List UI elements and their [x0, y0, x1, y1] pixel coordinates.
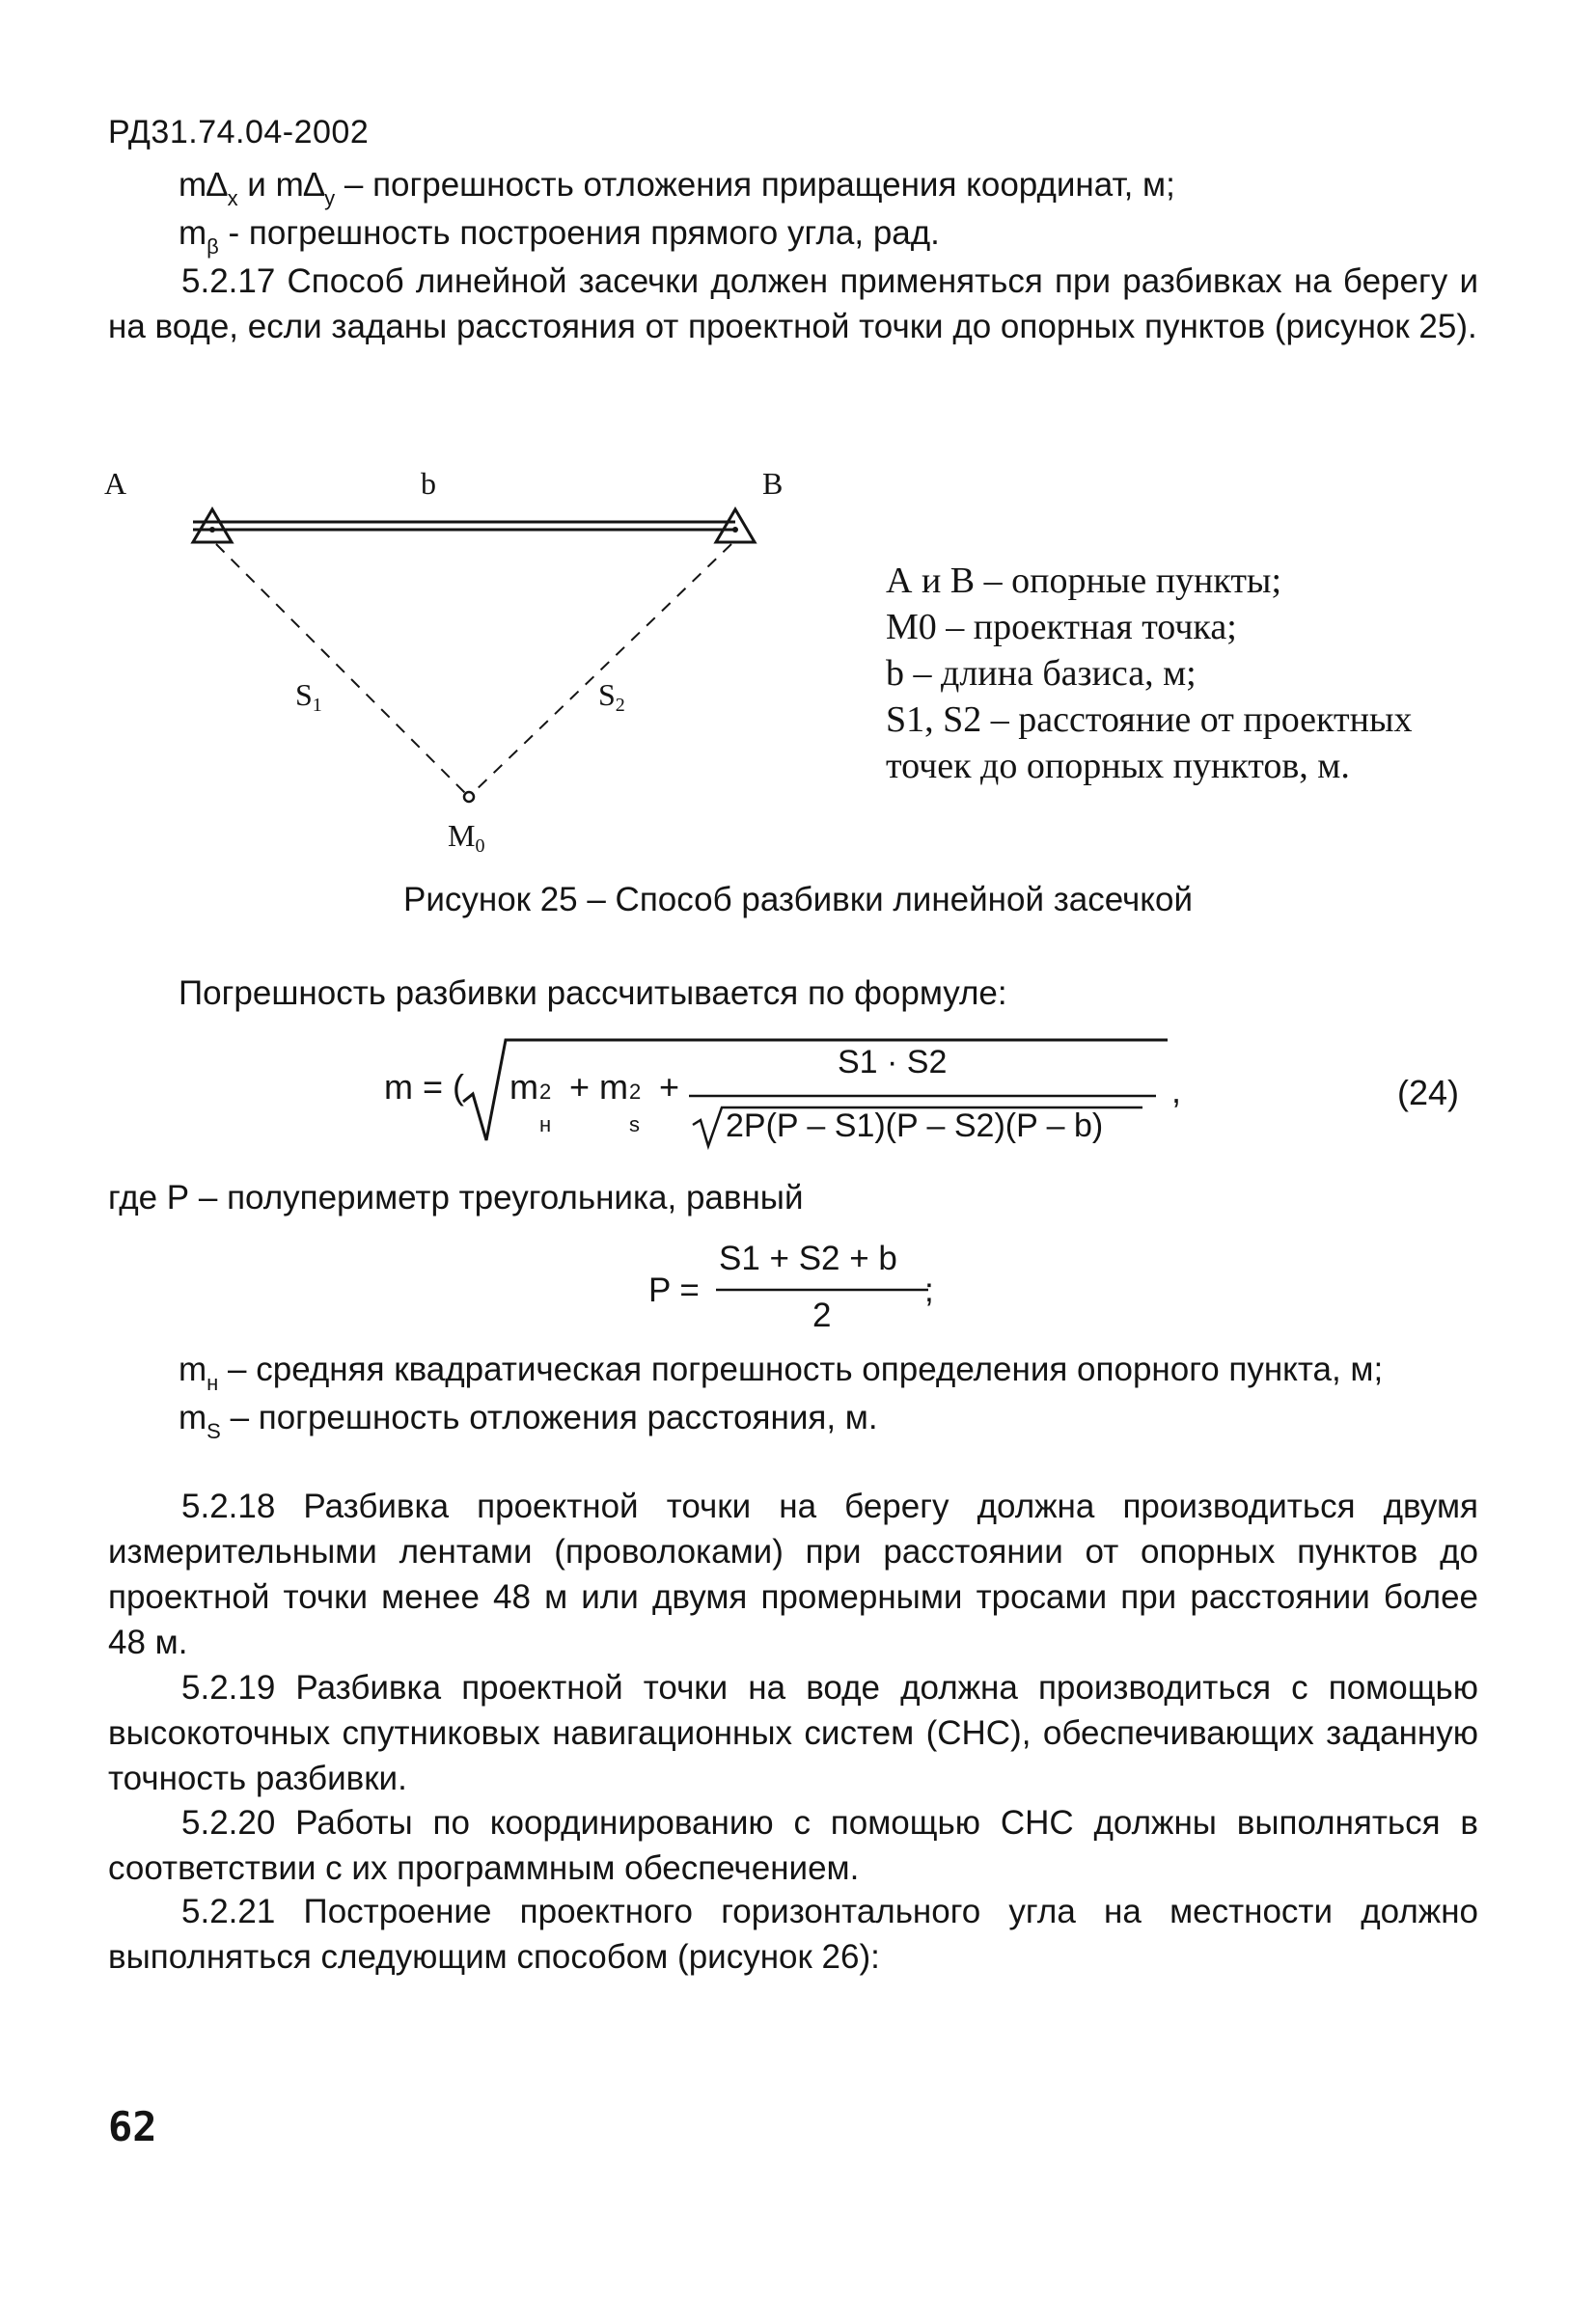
paragraph-5-2-18: 5.2.18 Разбивка проектной точки на берегу должна производиться двумя измерительными лентами (проволоками) при расстоянии от опорных пунктов до проектной точки менее 48 м или двумя промерными тросами при расстоянии более 48 м.	[108, 1488, 1478, 1661]
formula-p-tail: ;	[924, 1271, 934, 1309]
label-a: A	[104, 466, 127, 501]
point-a-marker	[193, 509, 232, 542]
paragraph-5-2-20: 5.2.20 Работы по координированию с помощью СНС должны выполняться в соответствии с их программным обеспечением.	[108, 1804, 1478, 1887]
point-b-marker	[716, 509, 755, 542]
paragraph-5-2-21: 5.2.21 Построение проектного горизонтального угла на местности должно выполняться следующим способом (рисунок 26):	[108, 1893, 1478, 1976]
label-m0: M0	[448, 818, 485, 857]
definition-m-h: $m_н$ – средняя квадратическая погрешность определения опорного пункта, м;	[179, 1351, 1384, 1395]
formula-p-denominator: 2	[812, 1297, 832, 1334]
legend-line: M0 – проектная точка;	[886, 607, 1237, 647]
distance-s2-line	[473, 544, 731, 793]
formula-24-lhs: m = (	[384, 1067, 465, 1107]
where-line: где Р – полупериметр треугольника, равный	[108, 1179, 804, 1217]
equation-number-24: (24)	[1397, 1073, 1460, 1112]
document-code: РД31.74.04-2002	[108, 114, 370, 150]
figure-25-legend	[886, 558, 1503, 789]
formula-24-tail: ,	[1171, 1071, 1182, 1110]
formula-24-terms: m 2 н + m 2 s +	[509, 1067, 680, 1136]
label-b-point: B	[762, 466, 784, 501]
figure-25-diagram	[87, 453, 820, 859]
page-number: 62	[108, 2103, 157, 2150]
point-m0-marker	[464, 792, 474, 802]
paragraph-5-2-17: 5.2.17 Способ линейной засечки должен применяться при разбивках на берегу и на воде, если заданы расстояния от проектной точки до опорных пунктов (рисунок 25).	[108, 262, 1478, 345]
legend-line: S1, S2 – расстояние от проектных	[886, 699, 1413, 740]
label-b-base: b	[421, 466, 436, 501]
formula-p-numerator: S1 + S2 + b	[719, 1240, 897, 1277]
label-s1: S1	[295, 677, 322, 716]
formula-p-fraction-bar	[716, 1287, 930, 1293]
formula-p-lhs: P =	[648, 1271, 700, 1309]
formula-intro: Погрешность разбивки рассчитывается по формуле:	[179, 974, 1007, 1012]
figure-25-caption: Рисунок 25 – Способ разбивки линейной засечкой	[402, 881, 1194, 918]
paragraph-5-2-19: 5.2.19 Разбивка проектной точки на воде должна производиться с помощью высокоточных спутниковых навигационных систем (СНС), обеспечивающих заданную точность разбивки.	[108, 1669, 1478, 1797]
legend-line: А и В – опорные пункты;	[886, 560, 1282, 601]
definition-m-s: $m_S$ – погрешность отложения расстояния, м.	[179, 1399, 878, 1443]
distance-s1-line	[216, 544, 465, 793]
label-s2: S2	[598, 677, 625, 716]
definition-m-delta: $m\Delta_x$ и $m\Delta_y$ – погрешность отложения приращения координат, м;	[179, 166, 1175, 210]
formula-24-numerator: S1 · S2	[838, 1044, 948, 1080]
legend-line: b – длина базиса, м;	[886, 653, 1197, 694]
formula-24-denominator: 2P(P – S1)(P – S2)(P – b)	[726, 1107, 1104, 1144]
legend-line: точек до опорных пунктов, м.	[886, 746, 1350, 786]
definition-m-beta: $m_\beta$ - погрешность построения прямого угла, рад.	[179, 214, 940, 259]
